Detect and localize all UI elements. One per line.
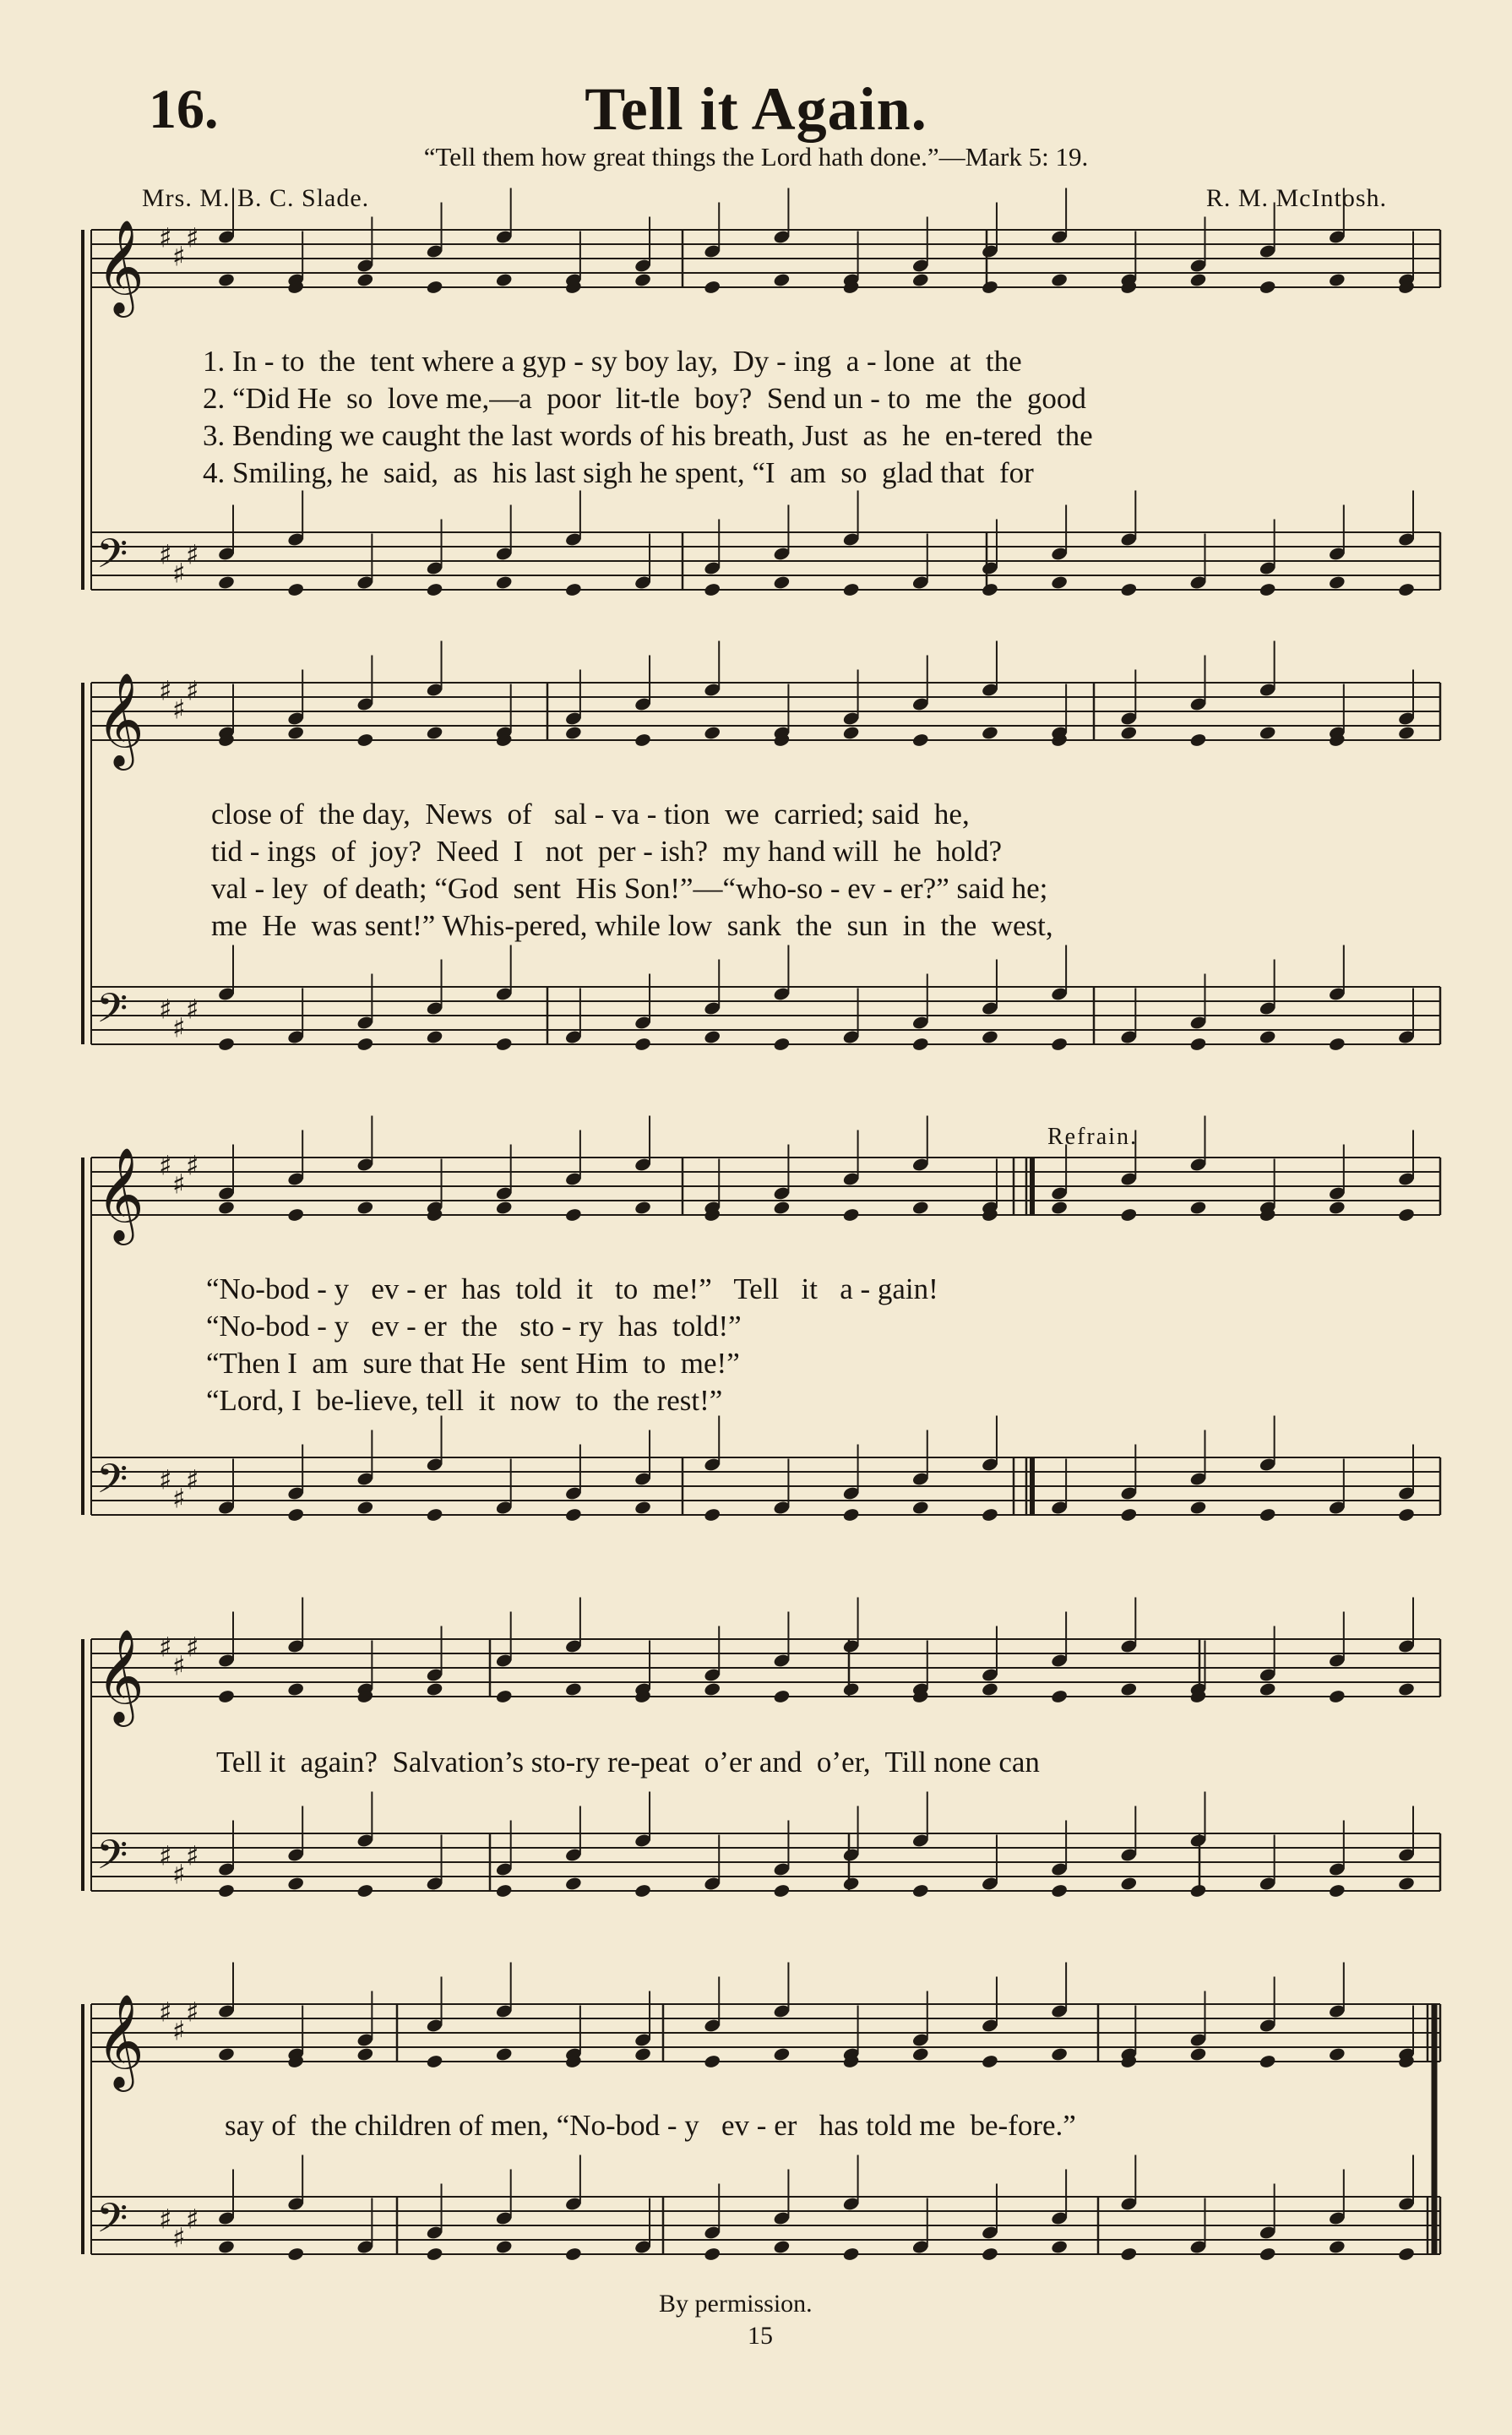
note-head	[286, 725, 304, 740]
note-head	[911, 272, 929, 287]
note-head	[773, 1689, 791, 1704]
note-head	[1050, 272, 1068, 287]
treble-clef-icon: 𝄞	[96, 1993, 144, 2088]
sharp-icon: ♯	[159, 1996, 172, 2029]
note-head	[495, 2239, 513, 2254]
note-head	[564, 582, 582, 597]
sharp-icon: ♯	[159, 538, 172, 571]
note-head	[911, 1500, 929, 1515]
note-head	[1397, 1507, 1415, 1523]
note-head	[1120, 1876, 1138, 1891]
note-head	[842, 1681, 860, 1697]
note-head	[634, 1037, 651, 1052]
system2-verse2: tid - ings of joy? Need I not per - ish? my hand will he hold?	[211, 835, 1003, 868]
system4-lyric: Tell it again? Salvation’s sto-ry re-peat o’er and o’er, Till none can	[216, 1746, 1040, 1779]
note-head	[981, 2054, 998, 2069]
note-head	[426, 2054, 443, 2069]
system1-verse4: 4. Smiling, he said, as his last sigh he spent, “I am so glad that for	[203, 456, 1034, 489]
sharp-icon: ♯	[159, 674, 172, 707]
note-head	[1328, 2239, 1346, 2254]
bass-clef-icon: 𝄢	[96, 984, 128, 1042]
note-head	[1120, 1207, 1138, 1223]
note-head	[1189, 1883, 1207, 1898]
system2-verse4: me He was sent!” Whis-pered, while low sank the sun in the west,	[211, 909, 1053, 942]
note-head	[1259, 1029, 1276, 1044]
lyricist-credit: Mrs. M. B. C. Slade.	[142, 184, 370, 212]
note-head	[1259, 2247, 1276, 2262]
system5-lyric: say of the children of men, “No-bod - y ev - er has told me be-fore.”	[225, 2109, 1076, 2142]
note-head	[1328, 272, 1346, 287]
note-head	[564, 1207, 582, 1223]
refrain-label: Refrain.	[1047, 1124, 1138, 1150]
system1-verse1: 1. In - to the tent where a gyp - sy boy lay, Dy - ing a - lone at the	[203, 345, 1022, 378]
note-head	[911, 1200, 929, 1215]
treble-clef-icon: 𝄞	[96, 1147, 144, 1241]
sharp-icon: ♯	[172, 1011, 186, 1044]
note-head	[704, 725, 721, 740]
note-head	[1120, 1507, 1138, 1523]
treble-clef-icon: 𝄞	[96, 672, 144, 766]
note-head	[1397, 2247, 1415, 2262]
note-head	[981, 582, 998, 597]
sharp-icon: ♯	[186, 221, 199, 254]
note-head	[356, 1037, 374, 1052]
note-head	[704, 280, 721, 295]
note-head	[1259, 2054, 1276, 2069]
note-head	[286, 1507, 304, 1523]
note-head	[1328, 1037, 1346, 1052]
system2-verse1: close of the day, News of sal - va - tion we carried; said he,	[211, 798, 970, 831]
bass-clef-icon: 𝄢	[96, 2194, 128, 2252]
note-head	[1397, 582, 1415, 597]
note-head	[286, 1207, 304, 1223]
note-head	[217, 1689, 235, 1704]
sharp-icon: ♯	[172, 240, 186, 273]
sharp-icon: ♯	[186, 993, 199, 1026]
note-head	[356, 2046, 374, 2062]
note-head	[842, 1207, 860, 1223]
bass-clef-icon: 𝄢	[96, 1455, 128, 1512]
note-head	[1120, 725, 1138, 740]
note-head	[1189, 733, 1207, 748]
note-head	[911, 1883, 929, 1898]
note-head	[1397, 1207, 1415, 1223]
note-head	[911, 733, 929, 748]
note-head	[773, 1037, 791, 1052]
note-head	[1120, 582, 1138, 597]
note-head	[773, 272, 791, 287]
note-head	[217, 1200, 235, 1215]
sharp-icon: ♯	[172, 1168, 186, 1201]
note-head	[704, 1681, 721, 1697]
note-head	[842, 1507, 860, 1523]
note-head	[1120, 1681, 1138, 1697]
note-head	[704, 1507, 721, 1523]
note-head	[773, 1883, 791, 1898]
note-head	[356, 1500, 374, 1515]
note-head	[426, 725, 443, 740]
note-head	[564, 725, 582, 740]
scripture-epigraph: “Tell them how great things the Lord hath done.”—Mark 5: 19.	[423, 142, 1089, 172]
note-head	[1189, 272, 1207, 287]
note-head	[1328, 2046, 1346, 2062]
sharp-icon: ♯	[159, 2203, 172, 2236]
sharp-icon: ♯	[159, 221, 172, 254]
note-head	[773, 575, 791, 590]
treble-clef-icon: 𝄞	[96, 1628, 144, 1723]
note-head	[1397, 1876, 1415, 1891]
note-head	[217, 1037, 235, 1052]
note-head	[773, 2046, 791, 2062]
note-head	[1328, 1883, 1346, 1898]
sharp-icon: ♯	[186, 1149, 199, 1182]
note-head	[495, 1037, 513, 1052]
note-head	[286, 2247, 304, 2262]
note-head	[1397, 1681, 1415, 1697]
hymn-number: 16.	[149, 79, 219, 140]
note-head	[356, 272, 374, 287]
note-head	[426, 280, 443, 295]
note-head	[981, 725, 998, 740]
system3-verse4: “Lord, I be-lieve, tell it now to the rest!”	[206, 1384, 723, 1417]
bass-clef-icon: 𝄢	[96, 1831, 128, 1888]
sharp-icon: ♯	[186, 674, 199, 707]
note-head	[495, 2046, 513, 2062]
note-head	[217, 2239, 235, 2254]
note-head	[217, 2046, 235, 2062]
note-head	[981, 280, 998, 295]
sharp-icon: ♯	[159, 1149, 172, 1182]
sharp-icon: ♯	[172, 2221, 186, 2254]
note-head	[981, 1681, 998, 1697]
note-head	[981, 1507, 998, 1523]
note-head	[911, 1037, 929, 1052]
system2-verse3: val - ley of death; “God sent His Son!”—“who-so - ev - er?” said he;	[211, 872, 1048, 905]
note-head	[426, 2247, 443, 2262]
note-head	[217, 575, 235, 590]
sharp-icon: ♯	[172, 1482, 186, 1515]
note-head	[773, 2239, 791, 2254]
note-head	[426, 1681, 443, 1697]
sharp-icon: ♯	[186, 2203, 199, 2236]
note-head	[634, 1500, 651, 1515]
note-head	[1050, 1883, 1068, 1898]
note-head	[1328, 575, 1346, 590]
sharp-icon: ♯	[186, 1839, 199, 1872]
note-head	[286, 1681, 304, 1697]
note-head	[426, 582, 443, 597]
hymn-title: Tell it Again.	[585, 75, 927, 143]
note-head	[981, 1029, 998, 1044]
note-head	[495, 272, 513, 287]
sharp-icon: ♯	[159, 1631, 172, 1664]
note-head	[1189, 1037, 1207, 1052]
note-head	[564, 1876, 582, 1891]
note-head	[773, 1200, 791, 1215]
note-head	[842, 2247, 860, 2262]
note-head	[495, 1883, 513, 1898]
note-head	[1328, 1200, 1346, 1215]
note-head	[1259, 1681, 1276, 1697]
note-head	[842, 725, 860, 740]
note-head	[1259, 1507, 1276, 1523]
note-head	[286, 582, 304, 597]
note-head	[356, 733, 374, 748]
note-head	[1050, 1689, 1068, 1704]
sharp-icon: ♯	[159, 1839, 172, 1872]
sharp-icon: ♯	[172, 557, 186, 590]
note-head	[842, 1876, 860, 1891]
note-head	[495, 1689, 513, 1704]
note-head	[217, 1883, 235, 1898]
note-head	[911, 2046, 929, 2062]
note-head	[426, 1029, 443, 1044]
note-head	[1259, 280, 1276, 295]
permission-note: By permission.	[659, 2290, 813, 2318]
note-head	[356, 1200, 374, 1215]
system1-verse3: 3. Bending we caught the last words of his breath, Just as he en-tered the	[203, 419, 1093, 452]
note-head	[634, 272, 651, 287]
system3-verse1: “No-bod - y ev - er has told it to me!” Tell it a - gain!	[206, 1272, 938, 1305]
note-head	[634, 733, 651, 748]
sharp-icon: ♯	[159, 1463, 172, 1496]
system3-verse3: “Then I am sure that He sent Him to me!”	[206, 1347, 740, 1380]
sharp-icon: ♯	[172, 2014, 186, 2047]
note-head	[564, 1681, 582, 1697]
note-head	[564, 1507, 582, 1523]
sharp-icon: ♯	[186, 538, 199, 571]
treble-clef-icon: 𝄞	[96, 219, 144, 313]
note-head	[981, 2247, 998, 2262]
note-head	[1050, 2046, 1068, 2062]
note-head	[564, 2247, 582, 2262]
note-head	[286, 1876, 304, 1891]
sharp-icon: ♯	[186, 1631, 199, 1664]
note-head	[1259, 582, 1276, 597]
note-head	[1189, 2046, 1207, 2062]
note-head	[842, 582, 860, 597]
note-head	[634, 1200, 651, 1215]
note-head	[1328, 1689, 1346, 1704]
sharp-icon: ♯	[172, 1858, 186, 1891]
note-head	[1050, 2239, 1068, 2254]
sharp-icon: ♯	[172, 1649, 186, 1682]
note-head	[426, 1507, 443, 1523]
note-head	[704, 2054, 721, 2069]
note-head	[356, 1883, 374, 1898]
sharp-icon: ♯	[186, 1463, 199, 1496]
note-head	[704, 2247, 721, 2262]
sharp-icon: ♯	[159, 993, 172, 1026]
system3-verse2: “No-bod - y ev - er the sto - ry has told!”	[206, 1310, 742, 1343]
note-head	[704, 582, 721, 597]
note-head	[1259, 725, 1276, 740]
note-head	[1050, 575, 1068, 590]
note-head	[1189, 1500, 1207, 1515]
composer-credit: R. M. McIntosh.	[1205, 184, 1387, 212]
note-head	[634, 2046, 651, 2062]
note-head	[634, 1883, 651, 1898]
note-head	[1120, 2247, 1138, 2262]
note-head	[704, 1029, 721, 1044]
note-head	[1189, 1200, 1207, 1215]
page-number: 15	[748, 2322, 773, 2350]
note-head	[495, 1200, 513, 1215]
note-head	[495, 575, 513, 590]
sharp-icon: ♯	[186, 1996, 199, 2029]
note-head	[1050, 1200, 1068, 1215]
sharp-icon: ♯	[172, 693, 186, 726]
note-head	[217, 272, 235, 287]
bass-clef-icon: 𝄢	[96, 530, 128, 587]
note-head	[1397, 725, 1415, 740]
note-head	[1050, 1037, 1068, 1052]
system1-verse2: 2. “Did He so love me,—a poor lit-tle boy? Send un - to me the good	[203, 382, 1086, 415]
